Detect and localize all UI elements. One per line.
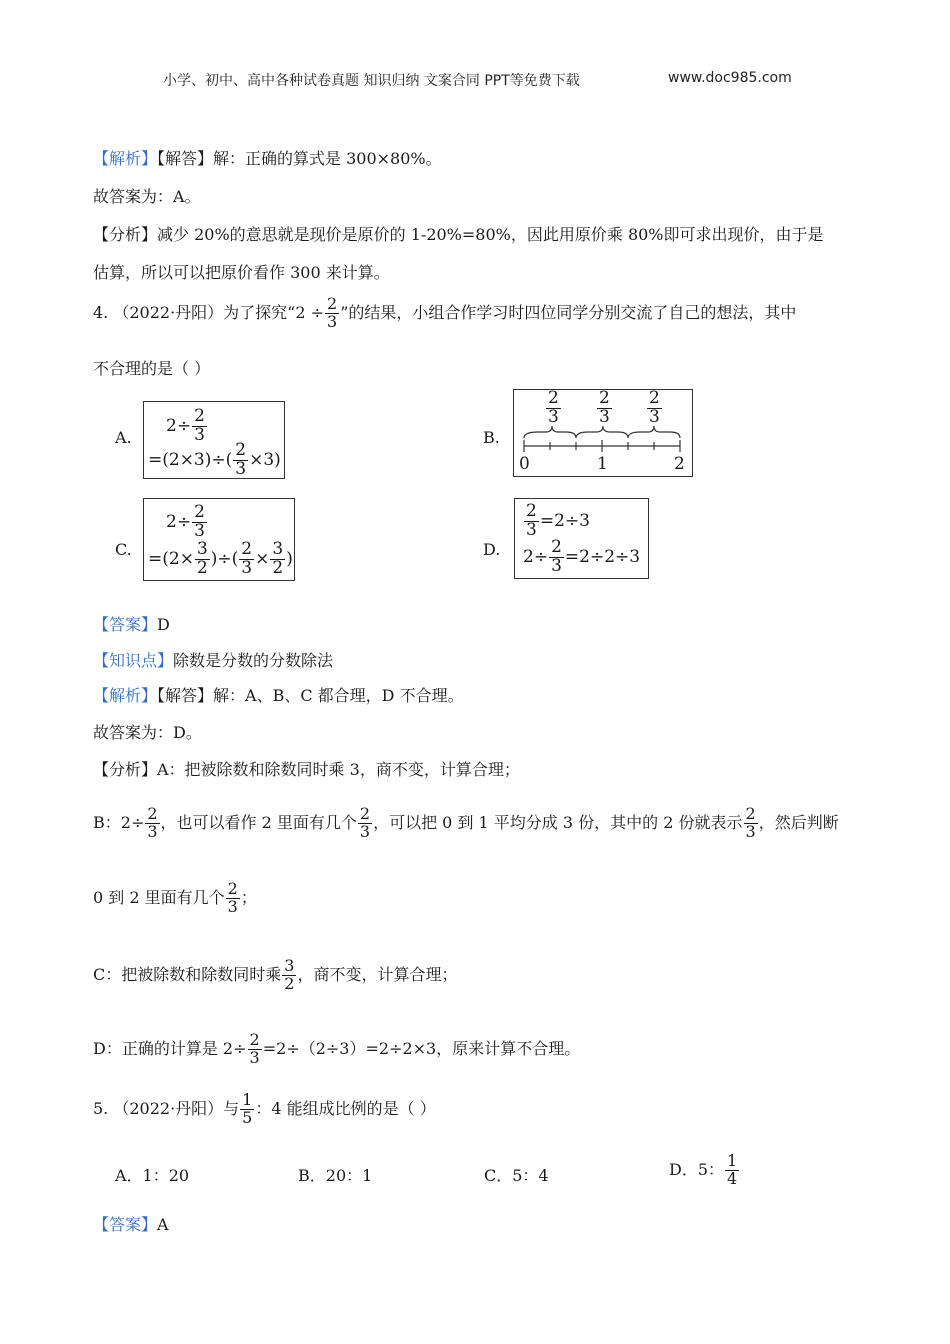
q4-answer-line: 故答案为：D。 [93,723,202,742]
box-b-fraction-3: $\frac{2}{3}$ [649,388,660,427]
box-c-line1: 2÷ $\frac{2}{3}$ [166,502,205,541]
q3-jiexi [93,146,442,169]
q4-stem-line2: 不合理的是（ ） [93,359,211,378]
q5-option-b: B．20：1 [298,1166,373,1185]
q5-option-c: C．5：4 [484,1166,549,1185]
q4-fenxi-b-line1: B：2÷ $\frac{2}{3}$ ，也可以看作 2 里面有几个 $\frac{2}{3}$ ，可以把 0 到 1 平均分成 3 份，其中的 2 份就表示 $\frac{2}{3}$ ，然后判断 [93,804,839,841]
box-b-fraction-1: $\frac{2}{3}$ [548,388,559,427]
box-b-tick-0: 0 [519,454,530,474]
q5-option-d: D．5： $\frac{1}{4}$ [669,1151,738,1188]
q3-jiexi-tag: 【解析】 [93,149,158,168]
q4-stem-fraction: $\frac{2}{3}$ [327,294,338,331]
q4-jiexi: 【解析】【解答】解：A、B、C 都合理，D 不合理。 [93,686,464,705]
header-text: 小学、初中、高中各种试卷真题 知识归纳 文案合同 PPT等免费下载 [163,73,580,89]
box-d-line1: $\frac{2}{3}$ =2÷3 [526,501,590,540]
q4-option-a-label: A. [115,428,132,447]
q4-option-b-label: B. [483,428,500,447]
q5-stem: 5. （2022·丹阳）与 $\frac{1}{5}$ ：4 能组成比例的是（ ） [93,1090,436,1127]
q4-fenxi-b-line2: 0 到 2 里面有几个 $\frac{2}{3}$ ； [93,879,257,916]
q3-jiexi-text: 【解答】解：正确的算式是 300×80%。 [157,149,442,168]
q4-stem-prefix: 4. （2022·丹阳）为了探究“2 ÷ [93,302,325,322]
q4-option-c-box [143,498,295,581]
q5-answer: 【答案】A [93,1215,169,1234]
box-c-line2: =(2× $\frac{3}{2}$ )÷( $\frac{2}{3}$ × $\frac{3}{2}$ ) [148,539,293,578]
q4-stem [93,296,796,331]
box-a-line2: =(2×3)÷( $\frac{2}{3}$ ×3) [148,440,281,479]
box-d-line2: 2÷ $\frac{2}{3}$ =2÷2÷3 [523,537,641,576]
box-b-fraction-2: $\frac{2}{3}$ [599,388,610,427]
q4-stem-suffix: ”的结果，小组合作学习时四位同学分别交流了自己的想法，其中 [340,302,797,322]
q5-option-a: A．1：20 [115,1166,190,1185]
q4-option-a-box [143,401,285,479]
header-site-link[interactable]: www.doc985.com [668,70,792,86]
q4-option-d-label: D. [483,540,501,559]
q3-answer-line: 故答案为：A。 [93,187,201,206]
q3-fenxi-line2: 估算，所以可以把原价看作 300 来计算。 [93,263,390,282]
q4-knowledge-point: 【知识点】除数是分数的分数除法 [93,651,334,670]
box-b-tick-1: 1 [597,454,608,474]
q4-option-c-label: C. [115,540,132,559]
q4-fenxi-d: D：正确的计算是 2÷ $\frac{2}{3}$ =2÷（2÷3）=2÷2×3，原来计算不合理。 [93,1030,581,1067]
q4-option-b-box [513,389,693,477]
q4-answer: 【答案】D [93,615,170,634]
q4-option-d-box [514,498,649,579]
q3-fenxi-line1: 【分析】减少 20%的意思就是现价是原价的 1-20%=80%，因此用原价乘 80%即可求出现价，由于是 [93,225,824,244]
box-a-line1: 2÷ $\frac{2}{3}$ [166,406,205,445]
q4-fenxi-a: 【分析】A：把被除数和除数同时乘 3，商不变，计算合理； [93,760,520,779]
box-b-tick-2: 2 [674,454,685,474]
q4-fenxi-c: C：把被除数和除数同时乘 $\frac{3}{2}$ ，商不变，计算合理； [93,956,458,993]
